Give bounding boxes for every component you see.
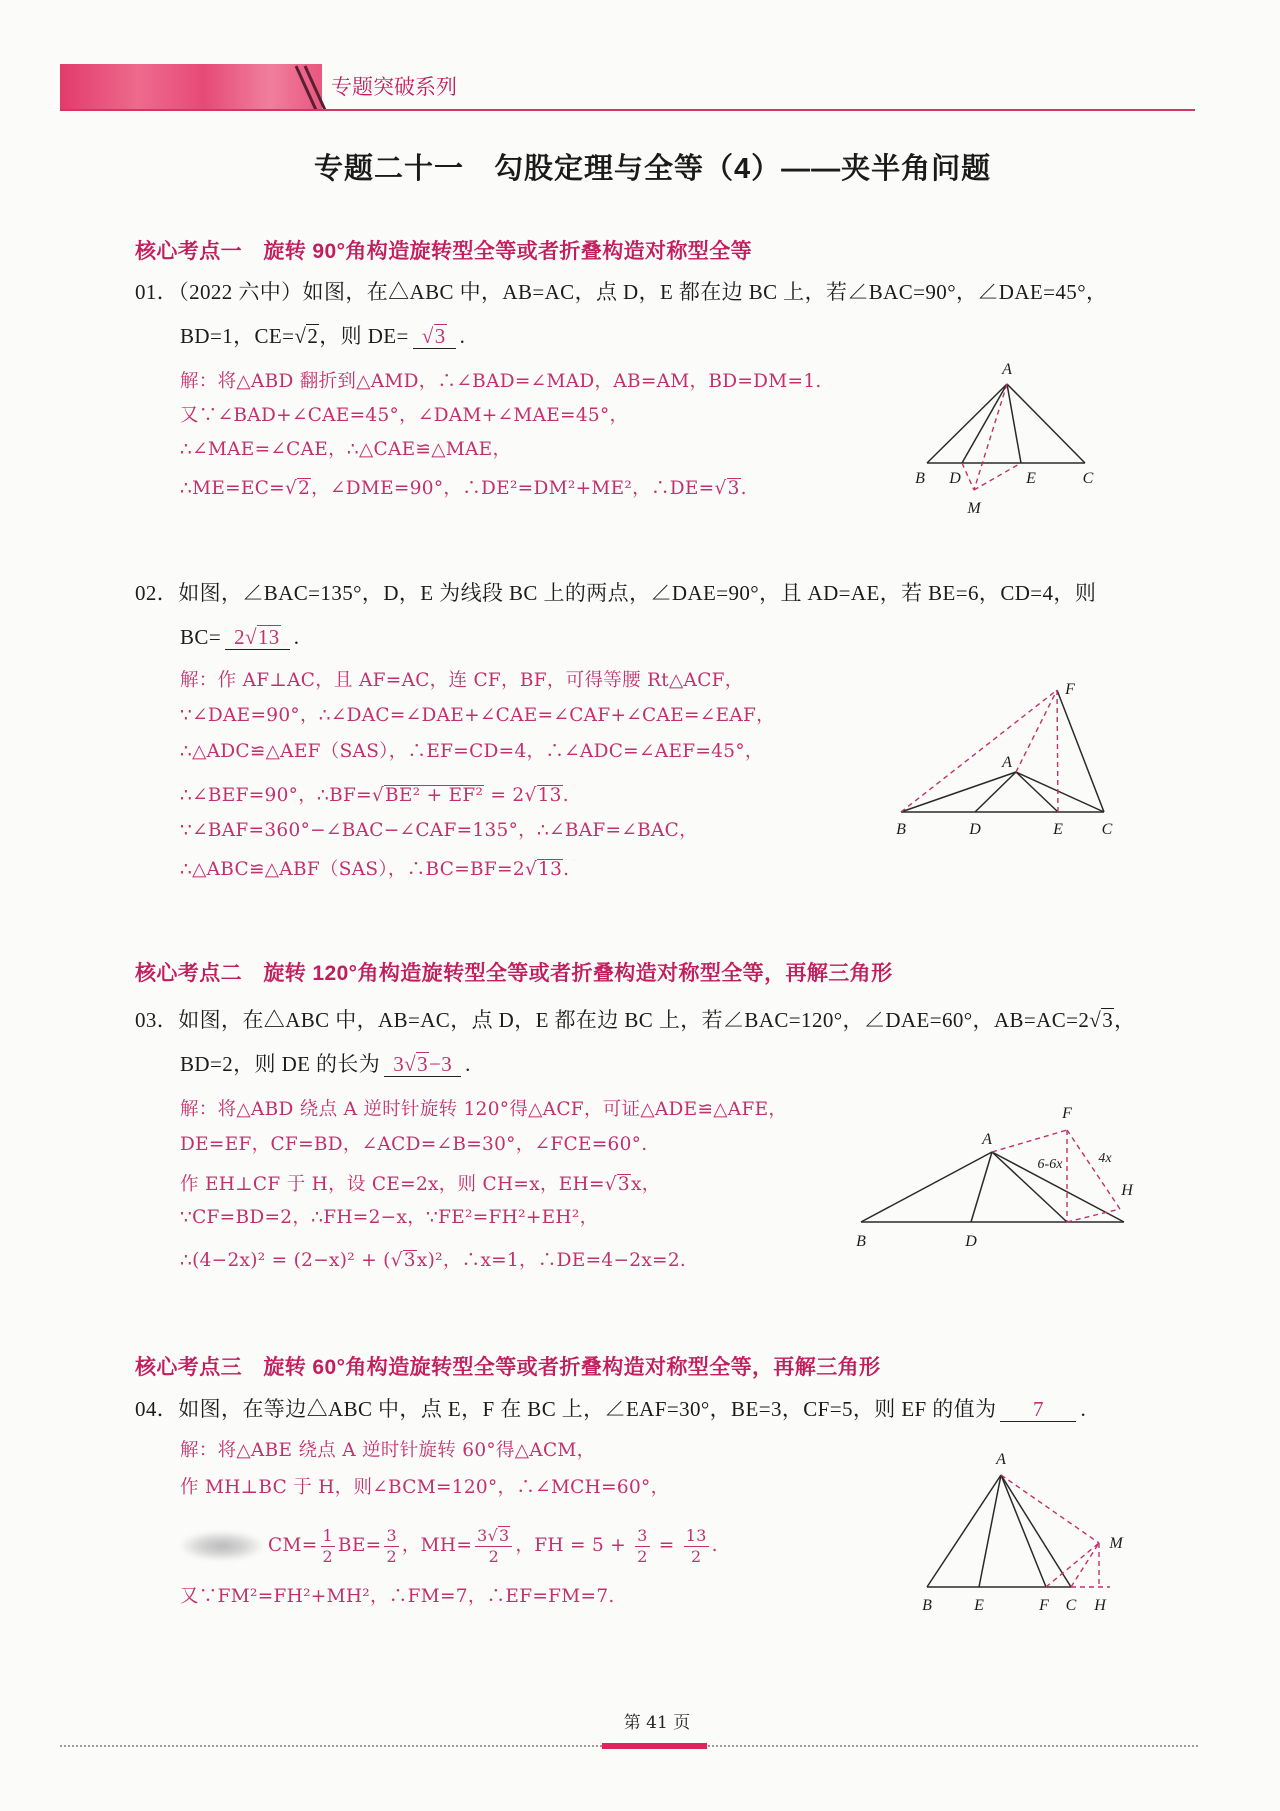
problem-3-figure [850, 1100, 1140, 1255]
radicand [617, 1174, 631, 1195]
text-run: 作 MH⊥BC 于 H，则∠BCM=120°，∴∠MCH=60°， [180, 1477, 670, 1498]
segment-AF [992, 1130, 1067, 1152]
label-M: M [967, 500, 981, 517]
text-run: ∴∠BEF=90°，∴BF= [180, 785, 372, 806]
problem-4-solution-line-3 [268, 1522, 718, 1570]
text-run: 3 [477, 1526, 488, 1546]
text-run: 解：将△ABD 绕点 A 逆时针旋转 120°得△ACF，可证△ADE≌△AFE， [180, 1099, 788, 1120]
square-root [245, 625, 281, 649]
text-run: ∴△ADC≌△AEF（SAS），∴EF=CD=4，∴∠ADC=∠AEF=45°， [180, 741, 764, 762]
fraction-denominator [321, 1546, 335, 1566]
text-run: 2 [298, 478, 311, 499]
square-root [391, 1247, 417, 1275]
segment-FM [1046, 1543, 1099, 1587]
text-run: . [562, 785, 569, 806]
segment-BF [901, 690, 1057, 812]
square-root [488, 1526, 511, 1545]
radicand [727, 478, 741, 499]
segment-BA [861, 1152, 992, 1222]
text-run: = 2 [484, 785, 525, 806]
fraction-denominator [635, 1546, 649, 1566]
label-F: F [1039, 1597, 1049, 1614]
text-run: BE= [337, 1535, 382, 1556]
series-label: 专题突破系列 [331, 75, 457, 99]
fraction [321, 1526, 335, 1565]
segment-BA [901, 772, 1016, 812]
problem-4-question-line-1 [135, 1395, 1086, 1423]
label-B: B [915, 470, 925, 487]
fraction-numerator [321, 1526, 335, 1545]
fraction [384, 1526, 398, 1565]
label-D: D [949, 470, 961, 487]
page-number: 第 41 页 [623, 1713, 691, 1733]
segment-AF [1016, 690, 1057, 772]
text-run: ∴(4−2x)² = (2−x)² + ( [180, 1250, 391, 1271]
section-heading-2 [135, 960, 892, 988]
fraction-numerator [475, 1526, 512, 1545]
segment-AD [975, 772, 1016, 812]
square-root [422, 324, 447, 348]
fraction-denominator [475, 1546, 512, 1566]
radicand [403, 1250, 417, 1271]
label-length-6-6x: 6-6x [1037, 1157, 1063, 1172]
label-D: D [969, 821, 981, 838]
radicand [537, 785, 563, 806]
problem-4-solution-line-1 [180, 1437, 595, 1465]
radicand [416, 1052, 429, 1076]
segment-AD [971, 1152, 992, 1222]
answer-blank [413, 324, 456, 349]
section-heading-3 [135, 1354, 880, 1382]
problem-2-solution-line-6 [180, 856, 569, 884]
text-run: 01．（2022 六中）如图，在△ABC 中，AB=AC，点 D，E 都在边 BC 上，若∠BAC=90°，∠DAE=45°， [135, 280, 1108, 304]
square-root [294, 322, 319, 350]
label-A: A [982, 1131, 992, 1148]
text-run: −3 [428, 1052, 453, 1076]
segment-AD [962, 384, 1007, 463]
label-C: C [1082, 470, 1094, 487]
text-run: 2 [637, 1546, 648, 1566]
radicand [384, 785, 484, 806]
text-run: CM= [268, 1535, 318, 1556]
label-A: A [1002, 361, 1012, 378]
radicand [537, 859, 563, 880]
segment-AC [1001, 1475, 1071, 1587]
label-C: C [1065, 1597, 1077, 1614]
text-run: . [563, 859, 570, 880]
text-run: 13 [537, 785, 562, 806]
text-run: 3 [434, 324, 446, 348]
text-run: 2 [386, 1546, 397, 1566]
problem-1-solution-line-3 [180, 436, 511, 464]
square-root [285, 475, 311, 503]
text-run: x)²，∴x=1，∴DE=4−2x=2. [416, 1250, 687, 1271]
square-root [714, 475, 740, 503]
problem-2-question-line-2 [180, 623, 299, 651]
label-E: E [1026, 470, 1036, 487]
text-run: ∴∠MAE=∠CAE，∴△CAE≌△MAE， [180, 439, 512, 460]
text-run: DE=EF，CF=BD，∠ACD=∠B=30°，∠FCE=60°. [180, 1134, 648, 1155]
radicand [257, 625, 281, 649]
problem-2-solution-line-3 [180, 738, 764, 766]
text-run: 核心考点三 旋转 60°角构造旋转型全等或者折叠构造对称型全等，再解三角形 [135, 1356, 881, 1379]
text-run: 解：将△ABD 翻折到△AMD，∴∠BAD=∠MAD，AB=AM，BD=DM=1. [180, 371, 822, 392]
segment-FH [1067, 1130, 1120, 1209]
square-root [372, 782, 484, 810]
radicand [306, 324, 319, 348]
square-root [404, 1052, 429, 1076]
problem-4-solution-line-4 [180, 1583, 615, 1611]
text-run: ∵CF=BD=2，∴FH=2−x，∵FE²=FH²+EH²， [180, 1207, 599, 1228]
text-run: 核心考点二 旋转 120°角构造旋转型全等或者折叠构造对称型全等，再解三角形 [135, 962, 893, 985]
footer-accent-bar [602, 1743, 707, 1749]
radicand [1101, 1008, 1114, 1032]
problem-1-solution-line-4 [180, 475, 747, 503]
text-run: BE² + EF² [385, 785, 484, 806]
text-run: . [1080, 1397, 1087, 1421]
text-run: 3 [637, 1526, 648, 1546]
radicand [498, 1526, 510, 1545]
text-run: 解：作 AF⊥AC，且 AF=AC，连 CF，BF，可得等腰 Rt△ACF， [180, 670, 744, 691]
text-run: BD=2，则 DE 的长为 [180, 1052, 381, 1076]
text-run: BD=1，CE= [180, 324, 295, 348]
label-A: A [1002, 754, 1012, 771]
text-run: 13 [685, 1526, 707, 1546]
text-run: . [293, 625, 300, 649]
text-run: 2 [322, 1546, 333, 1566]
text-run: 03．如图，在△ABC 中，AB=AC，点 D，E 都在边 BC 上，若∠BAC=120°，∠DAE=60°，AB=AC=2 [135, 1008, 1090, 1032]
fraction-numerator [384, 1526, 398, 1545]
text-run: . [740, 478, 747, 499]
text-run: ，∠DME=90°，∴DE²=DM²+ME²，∴DE= [311, 478, 715, 499]
answer-blank [384, 1052, 461, 1077]
text-run: ∵∠DAE=90°，∴∠DAC=∠DAE+∠CAE=∠CAF+∠CAE=∠EAF， [180, 705, 775, 726]
text-run: 2 [488, 1546, 499, 1566]
segment-AE [1016, 772, 1058, 812]
problem-1-question-line-1 [135, 278, 1107, 306]
text-run: ，FH = 5 + [515, 1535, 633, 1556]
text-run: . [465, 1052, 471, 1076]
label-B: B [896, 821, 906, 838]
square-root [605, 1171, 631, 1199]
text-run: 作 EH⊥CF 于 H，设 CE=2x，则 CH=x，EH= [180, 1174, 605, 1195]
label-H: H [1121, 1182, 1133, 1199]
text-run: 04．如图，在等边△ABC 中，点 E，F 在 BC 上，∠EAF=30°，BE=3，CF=5，则 EF 的值为 [135, 1397, 997, 1421]
label-E: E [1053, 821, 1063, 838]
segment-ME [974, 463, 1021, 490]
text-run: 13 [257, 625, 280, 649]
square-root [525, 856, 563, 884]
text-run: 又∵FM²=FH²+MH²，∴FM=7，∴EF=FM=7. [180, 1586, 615, 1607]
text-run: . [711, 1535, 718, 1556]
square-root [1089, 1006, 1114, 1034]
problem-3-solution-line-1 [180, 1096, 787, 1124]
text-run: 1 [322, 1526, 333, 1546]
label-B: B [922, 1597, 932, 1614]
segment-DM [962, 463, 974, 490]
radicand [434, 324, 447, 348]
label-length-4x: 4x [1098, 1151, 1112, 1166]
label-E: E [974, 1597, 984, 1614]
problem-3-solution-line-3 [180, 1171, 661, 1199]
radicand [297, 478, 311, 499]
problem-3-question-line-2 [180, 1050, 471, 1078]
text-run: 3 [393, 1052, 405, 1076]
square-root [524, 782, 562, 810]
page-title: 专题二十一 勾股定理与全等（4）——夹半角问题 [314, 153, 992, 185]
problem-2-solution-line-5 [180, 817, 698, 845]
text-run: 2 [307, 324, 319, 348]
text-run: 3 [403, 1250, 416, 1271]
label-F: F [1062, 1105, 1072, 1122]
problem-1-figure [900, 350, 1110, 520]
section-heading-1 [135, 238, 752, 266]
problem-4-figure [910, 1450, 1130, 1618]
label-M: M [1109, 1535, 1123, 1552]
problem-2-solution-line-2 [180, 702, 775, 730]
answer-blank [1000, 1397, 1076, 1422]
segment-FE [1057, 690, 1058, 812]
fraction [475, 1526, 512, 1565]
segment-AF [1001, 1475, 1046, 1587]
problem-3-solution-line-4 [180, 1204, 598, 1232]
problem-2-solution-line-1 [180, 667, 744, 695]
problem-2-solution-line-4 [180, 782, 569, 810]
fraction-denominator [684, 1546, 709, 1566]
text-run: ， [1114, 1008, 1136, 1032]
segment-AM [1001, 1475, 1099, 1543]
problem-3-solution-line-5 [180, 1247, 686, 1275]
text-run: ∴△ABC≌△ABF（SAS），∴BC=BF=2 [180, 859, 525, 880]
problem-3-question-line-1 [135, 1006, 1136, 1034]
text-run: 核心考点一 旋转 90°角构造旋转型全等或者折叠构造对称型全等 [135, 240, 752, 263]
text-run: 02．如图，∠BAC=135°，D，E 为线段 BC 上的两点，∠DAE=90°，且 AD=AE，若 BE=6，CD=4，则 [135, 581, 1097, 605]
text-run: 3 [417, 1052, 428, 1076]
problem-1-question-line-2 [180, 322, 465, 350]
label-B: B [856, 1233, 866, 1250]
text-run: 3 [499, 1526, 510, 1546]
fraction-numerator [635, 1526, 649, 1545]
text-run: 3 [1102, 1008, 1114, 1032]
problem-1-solution-line-2 [180, 402, 628, 430]
text-run: = [652, 1535, 681, 1556]
label-H: H [1094, 1597, 1106, 1614]
answer-blank [225, 625, 290, 650]
text-run: 13 [538, 859, 563, 880]
segment-AB [927, 384, 1007, 463]
header-rule [60, 109, 1195, 111]
text-run: ∴ME=EC= [180, 478, 285, 499]
problem-2-question-line-1 [135, 579, 1096, 607]
text-run: 7 [1033, 1397, 1044, 1421]
text-run: 3 [617, 1174, 630, 1195]
segment-CM [1071, 1543, 1099, 1587]
fraction-numerator [684, 1526, 709, 1545]
label-D: D [965, 1233, 977, 1250]
fraction [684, 1526, 709, 1565]
text-run: 2 [690, 1546, 702, 1566]
text-run: BC= [180, 625, 222, 649]
text-run: 2 [234, 625, 245, 649]
blurred-scan-region [182, 1532, 262, 1560]
problem-4-solution-line-2 [180, 1474, 669, 1502]
fraction [635, 1526, 649, 1565]
text-run: x， [630, 1174, 661, 1195]
text-run: 解：将△ABE 绕点 A 逆时针旋转 60°得△ACM， [180, 1440, 596, 1461]
text-run: ，MH= [401, 1535, 473, 1556]
fraction-denominator [384, 1546, 398, 1566]
header-band [60, 64, 322, 111]
problem-3-solution-line-2 [180, 1131, 647, 1159]
text-run: . [459, 324, 466, 348]
text-run: 3 [727, 478, 740, 499]
problem-1-solution-line-1 [180, 368, 822, 396]
header-slash-decoration [290, 62, 335, 114]
problem-2-figure [880, 670, 1130, 845]
text-run: 又∵∠BAD+∠CAE=45°，∠DAM+∠MAE=45°， [180, 405, 629, 426]
text-run: 3 [386, 1526, 397, 1546]
text-run: ，则 DE= [319, 324, 409, 348]
label-F: F [1065, 681, 1075, 698]
text-run: ∵∠BAF=360°−∠BAC−∠CAF=135°，∴∠BAF=∠BAC， [180, 820, 698, 841]
label-C: C [1101, 821, 1113, 838]
label-A: A [996, 1451, 1006, 1468]
